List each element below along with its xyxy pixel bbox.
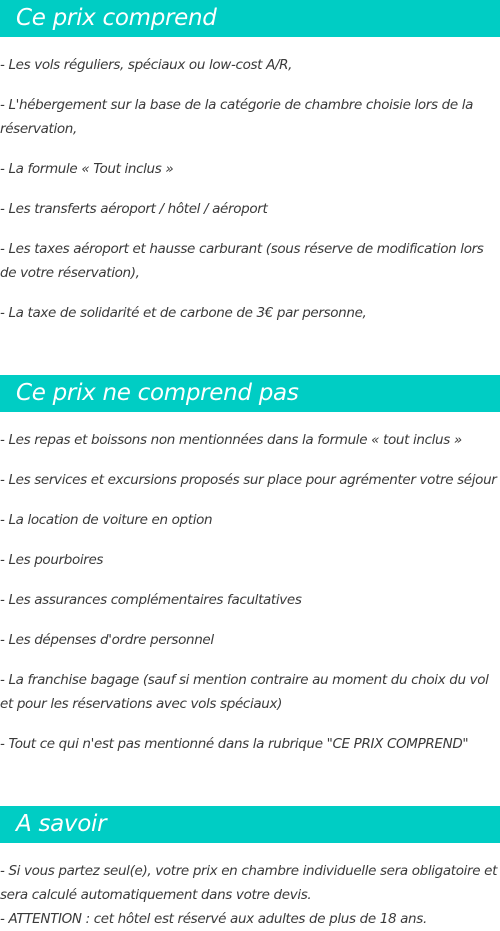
- not-included-item: - La franchise bagage (sauf si mention contraire au moment du choix du vol et pour les réservations avec vols spéciaux): [0, 672, 489, 712]
- included-item: - La formule « Tout inclus »: [0, 161, 174, 177]
- section-header-good-to-know: A savoir: [0, 806, 500, 843]
- included-item: - L'hébergement sur la base de la catégorie de chambre choisie lors de la réservation,: [0, 97, 474, 137]
- not-included-item: - Les dépenses d'ordre personnel: [0, 632, 214, 648]
- not-included-item: - Tout ce qui n'est pas mentionné dans la rubrique "CE PRIX COMPREND": [0, 736, 469, 752]
- included-item: - Les transferts aéroport / hôtel / aéroport: [0, 201, 268, 217]
- good-to-know-item: - ATTENTION : cet hôtel est réservé aux adultes de plus de 18 ans.: [0, 911, 427, 927]
- included-item: - Les vols réguliers, spéciaux ou low-cost A/R,: [0, 57, 293, 73]
- not-included-item: - Les repas et boissons non mentionnées dans la formule « tout inclus »: [0, 432, 462, 448]
- not-included-item: - Les pourboires: [0, 552, 104, 568]
- not-included-item: - La location de voiture en option: [0, 512, 213, 528]
- section-header-included: Ce prix comprend: [0, 0, 500, 37]
- not-included-item: - Les assurances complémentaires facultatives: [0, 592, 302, 608]
- section-header-not-included: Ce prix ne comprend pas: [0, 375, 500, 412]
- included-item: - La taxe de solidarité et de carbone de 3€ par personne,: [0, 305, 367, 321]
- included-item: - Les taxes aéroport et hausse carburant (sous réserve de modification lors de votre réservation),: [0, 241, 484, 281]
- not-included-item: - Les services et excursions proposés sur place pour agrémenter votre séjour: [0, 472, 497, 488]
- good-to-know-item: - Si vous partez seul(e), votre prix en chambre individuelle sera obligatoire et sera calculé automatiquement dans votre devis.: [0, 863, 498, 903]
